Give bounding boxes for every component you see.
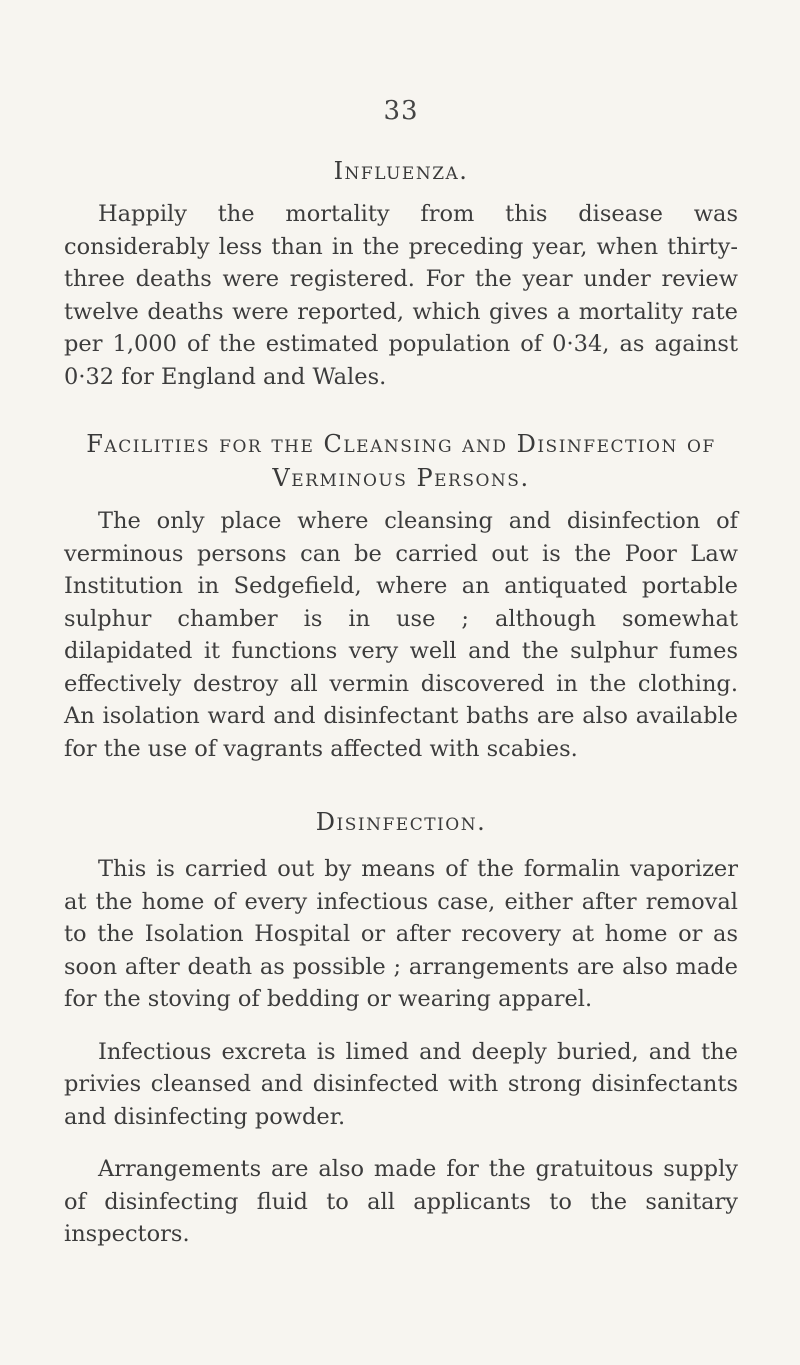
section-heading-facilities-line2: Verminous Persons.	[272, 464, 530, 492]
section-influenza	[64, 154, 738, 393]
paragraph-disinfection-1: This is carried out by means of the formalin vaporizer at the home of every infectious case, either after removal to the Isolation Hospital or after recovery at home or as soon after death as possible ; arrangements are also made for the stoving of bedding or wearing apparel.	[64, 856, 738, 1012]
paragraph-disinfection-3: Arrangements are also made for the gratuitous supply of disinfecting fluid to all applicants to the sanitary inspectors.	[64, 1156, 738, 1247]
section-heading-facilities	[64, 427, 738, 495]
paragraph-disinfection-2: Infectious excreta is limed and deeply buried, and the privies cleansed and disinfected with strong disinfectants and disinfecting powder.	[64, 1038, 738, 1130]
section-facilities	[64, 427, 738, 765]
page-number: 33	[383, 96, 419, 126]
paragraph-facilities: The only place where cleansing and disinfection of verminous persons can be carried out is the Poor Law Institution in Sedgefield, where an antiquated portable sulphur chamber is in use ; although somewhat dilapidated it functions very well and the sulphur fumes effectively destroy all vermin discovered in the clothing. An isolation ward and disinfectant baths are also available for the use of vagrants affected with scabies.	[64, 508, 738, 762]
section-heading-facilities-line1: Facilities for the Cleansing and Disinfection of	[86, 430, 716, 458]
section-disinfection	[64, 805, 738, 1251]
document-page	[64, 96, 738, 1251]
paragraph-influenza: Happily the mortality from this disease was considerably less than in the preceding year, when thirty-three deaths were registered. For the year under review twelve deaths were reported, which gives a mortality rate per 1,000 of the estimated population of 0·34, as against 0·32 for England and Wales.	[64, 201, 738, 390]
section-heading-disinfection: Disinfection.	[315, 808, 487, 836]
section-heading-influenza: Influenza.	[333, 157, 469, 185]
